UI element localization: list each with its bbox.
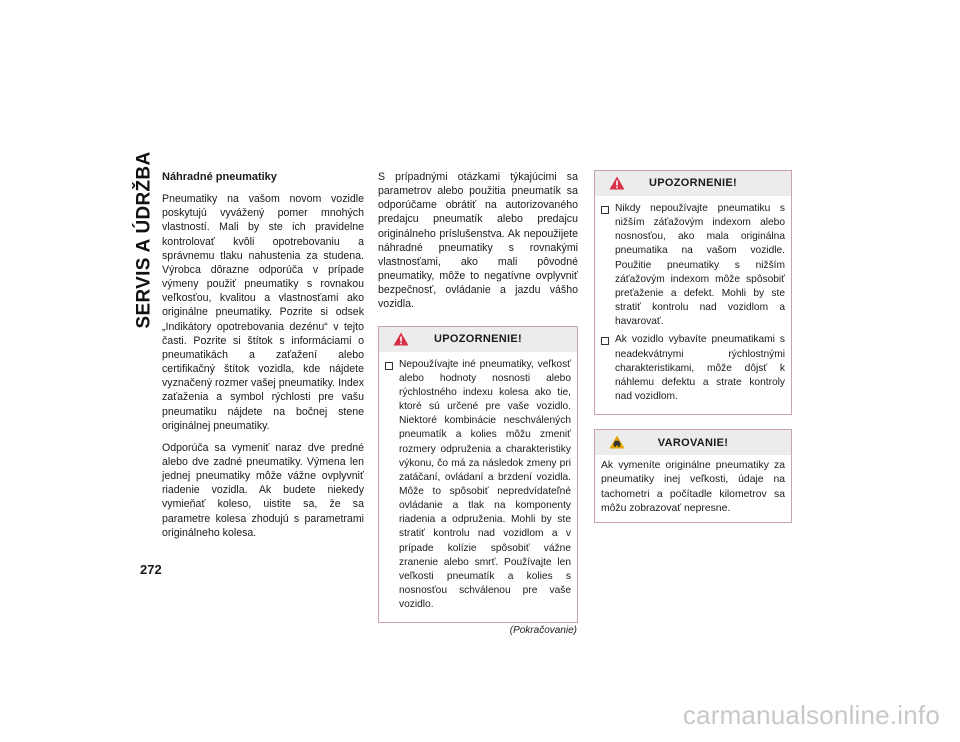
paragraph: Pneumatiky na vašom novom vozidle poskytujú vyvážený pomer mnohých vlastností. Mali by ste ich pravidelne kontrolovať kvôli opotrebovaniu a správnemu tlaku nahustenia za studena. Výrobca dôrazne odporúča v prípade výmeny použiť pneumatiky s rovnakou veľkosťou, kvalitou a vlastnosťami ako originálne pneumatiky. Pozrite si odsek „Indikátory opotrebovania dezénu“ v tejto časti. Pozrite si štítok s informáciami o pneumatikách a zaťažení alebo certifikačný štítok vozidla, kde nájdete vyznačený rozmer vašej pneumatiky. Index zaťaženia a symbol rýchlosti pre vašu pneumatiku nájdete na bočnej stene originálnej pneumatiky.	[162, 193, 364, 432]
caution-box	[594, 170, 792, 415]
car-warning-icon	[609, 435, 625, 449]
page-number: 272	[140, 562, 162, 577]
warning-body: Ak vymeníte originálne pneumatiky za pneumatiky inej veľkosti, údaje na tachometri a počítadle kilometrov sa môžu zobrazovať nepresne.	[601, 460, 785, 514]
square-bullet-icon	[601, 337, 609, 345]
warning-triangle-icon	[393, 332, 409, 346]
section-tab	[128, 151, 160, 329]
list-item-text: Ak vozidlo vybavíte pneumatikami s neadekvátnymi rýchlostnými charakteristikami, môže dôjsť k náhlemu defektu a strate kontroly nad vozidlom.	[615, 334, 785, 403]
list-item-text: Nepoužívajte iné pneumatiky, veľkosť alebo hodnoty nosnosti alebo rýchlostného indexu kolesa ako tie, ktoré sú určené pre vaše vozidlo. Niektoré kombinácie neschválených pneumatík a kolies môžu zmeniť rozmery odpruženia a charakteristiky výkonu, čo má za následok zmeny pri zatáčaní, ovládaní a brzdení vozidla. Môže to spôsobiť nepredvídateľné ovládanie a tlak na komponenty riadenia a odpruženia. Mohli by ste stratiť kontrolu nad vozidlom a v prípade kolízie spôsobiť vážne zranenie alebo smrť. Používajte len veľkosti pneumatík a kolies s nosnosťou schválenou pre vaše vozidlo.	[399, 358, 571, 611]
section-title: SERVIS A ÚDRŽBA	[133, 151, 154, 329]
caution-title: UPOZORNENIE!	[649, 177, 737, 190]
caution-title: UPOZORNENIE!	[434, 332, 522, 345]
caution-body	[379, 352, 577, 623]
paragraph: S prípadnými otázkami týkajúcimi sa parametrov alebo použitia pneumatík sa odporúčame obrátiť na autorizovaného predajcu pneumatík alebo predajcu originálneho príslušenstva. Ak nepoužijete náhradné pneumatiky s rovnakými vlastnosťami, ako mali pôvodné pneumatiky, môže to negatívne ovplyvniť bezpečnosť, ovládanie a jazdu vášho vozidla.	[378, 171, 578, 311]
caution-header	[595, 171, 791, 196]
warning-box	[594, 429, 792, 523]
caution-box	[378, 326, 578, 624]
paragraph: Odporúča sa vymeniť naraz dve predné alebo dve zadné pneumatiky. Výmena len jednej pneumatiky môže vážne ovplyvniť riadenie vozidla. Ak budete niekedy vymieňať koleso, uistite sa, že sa parametre kolesa zhodujú s parametrami originálneho kolesa.	[162, 441, 364, 539]
list-item	[385, 358, 571, 613]
watermark: carmanualsonline.info	[682, 700, 940, 730]
square-bullet-icon	[601, 206, 609, 214]
column-1	[162, 170, 364, 548]
list-item	[601, 333, 785, 404]
section-heading: Náhradné pneumatiky	[162, 171, 277, 183]
continued-label: (Pokračovanie)	[509, 625, 577, 637]
column-2	[378, 170, 578, 639]
caution-body	[595, 196, 791, 414]
square-bullet-icon	[385, 362, 393, 370]
warning-triangle-icon	[609, 176, 625, 190]
list-item-text: Nikdy nepoužívajte pneumatiku s nižším záťažovým indexom alebo nosnosťou, ako mala originálna pneumatika na vašom vozidle. Použitie pneumatiky s nižším záťažovým indexom môže spôsobiť preťaženie a defekt. Mohli by ste stratiť kontrolu nad vozidlom a havarovať.	[615, 203, 785, 328]
warning-title: VAROVANIE!	[657, 436, 729, 449]
caution-header	[379, 327, 577, 352]
column-3	[594, 170, 792, 523]
warning-header	[595, 430, 791, 455]
list-item	[601, 202, 785, 329]
